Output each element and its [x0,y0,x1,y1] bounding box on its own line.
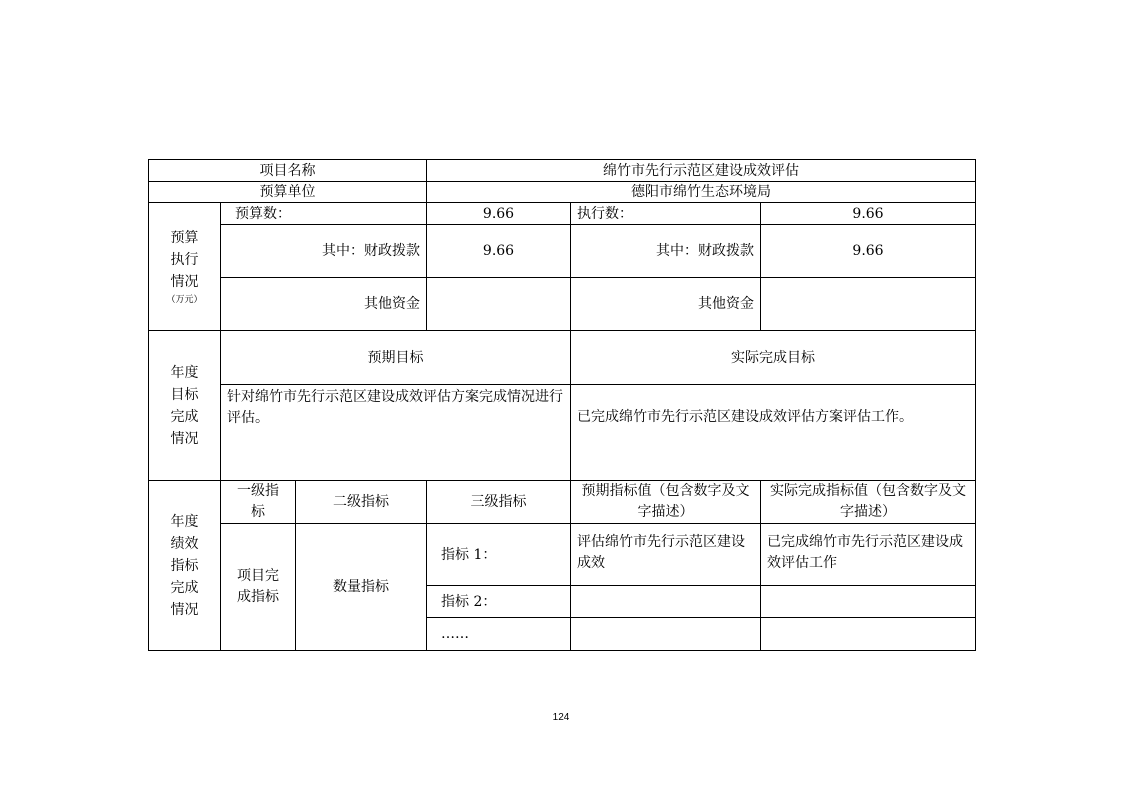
indicator-3-name: …… [427,618,571,651]
other-funds-label: 其他资金 [221,278,427,331]
indicator-3-actual [761,618,976,651]
row-goal-headers [149,331,976,385]
row-budget-unit [149,182,976,203]
budget-unit-value: 德阳市绵竹生态环境局 [427,182,976,203]
fiscal-allocation-exec-value: 9.66 [761,225,976,278]
fiscal-allocation-label: 其中：财政拨款 [221,225,427,278]
budget-unit-label: 预算单位 [149,182,427,203]
indicator-1-expected: 评估绵竹市先行示范区建设成效 [571,524,761,586]
goal-section-line-3: 完成 [170,408,199,425]
goal-section-line-1: 年度 [170,364,199,381]
goal-section-line-4: 情况 [170,430,199,447]
row-indicator-headers [149,481,976,524]
row-budget-total [149,203,976,225]
expected-goal-text: 针对绵竹市先行示范区建设成效评估方案完成情况进行评估。 [221,385,571,481]
row-other-funds [149,278,976,331]
actual-goal-text: 已完成绵竹市先行示范区建设成效评估方案评估工作。 [571,385,976,481]
budget-amount-value: 9.66 [427,203,571,225]
indicator-1-name: 指标 1： [427,524,571,586]
indicator-section-line-3: 指标 [170,557,199,574]
indicator-section-line-1: 年度 [170,513,199,530]
project-name-label: 项目名称 [149,160,427,182]
indicator-2-name: 指标 2： [427,586,571,618]
row-goal-content [149,385,976,481]
actual-goal-header: 实际完成目标 [571,331,976,385]
expected-indicator-header: 预期指标值（包含数字及文字描述） [571,481,761,524]
goal-section-label [149,331,221,481]
performance-table [148,159,976,651]
level1-value: 项目完成指标 [221,524,296,651]
other-funds-exec-label: 其他资金 [571,278,761,331]
other-funds-budget-value [427,278,571,331]
fiscal-allocation-budget-value: 9.66 [427,225,571,278]
indicator-2-expected [571,586,761,618]
indicator-2-actual [761,586,976,618]
exec-amount-value: 9.66 [761,203,976,225]
level3-header: 三级指标 [427,481,571,524]
goal-section-line-2: 目标 [170,386,199,403]
indicator-row [149,524,976,586]
indicator-1-actual: 已完成绵竹市先行示范区建设成效评估工作 [761,524,976,586]
indicator-section-line-5: 情况 [170,601,199,618]
indicator-section-line-4: 完成 [170,579,199,596]
indicator-3-expected [571,618,761,651]
project-name-value: 绵竹市先行示范区建设成效评估 [427,160,976,182]
page-number: 124 [552,712,570,723]
budget-section-line-2: 执行 [170,251,199,268]
level2-header: 二级指标 [296,481,427,524]
level2-value: 数量指标 [296,524,427,651]
budget-section-line-3: 情况 [170,273,199,290]
level1-header: 一级指标 [221,481,296,524]
fiscal-allocation-exec-label: 其中：财政拨款 [571,225,761,278]
other-funds-exec-value [761,278,976,331]
budget-amount-label: 预算数： [221,203,427,225]
expected-goal-header: 预期目标 [221,331,571,385]
actual-indicator-header: 实际完成指标值（包含数字及文字描述） [761,481,976,524]
indicator-section-label [149,481,221,651]
budget-section-line-1: 预算 [170,229,199,246]
indicator-section-line-2: 绩效 [170,535,199,552]
budget-unit-note: （万元） [166,294,203,305]
budget-section-label [149,203,221,331]
row-fiscal-allocation [149,225,976,278]
exec-amount-label: 执行数： [571,203,761,225]
row-project-name [149,160,976,182]
